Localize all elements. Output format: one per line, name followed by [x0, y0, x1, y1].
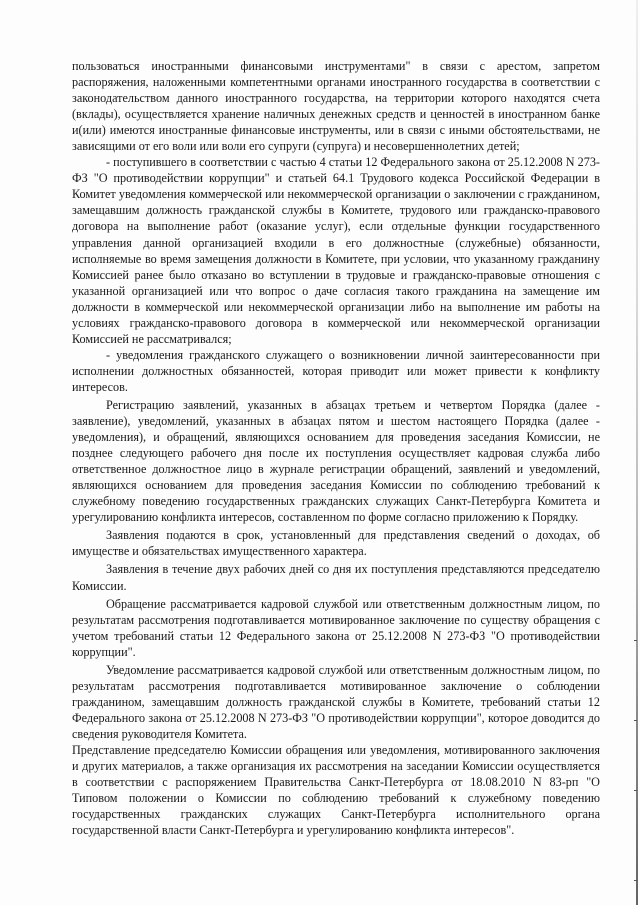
- scan-mark: [634, 640, 637, 641]
- scan-mark: [634, 720, 637, 721]
- paragraph-registration: Регистрацию заявлений, указанных в абзацах третьем и четвертом Порядка (далее - заявление), уведомлений, указанных в абзацах пятом и шестом настоящего Порядка (далее - уведомления), и обращений, являющихся основанием для проведения заседания Комиссии, не позднее следующего рабочего дня после их поступления осуществляет кадровая служба либо ответственное должностное лицо в журнале регистрации обращений, заявлений и уведомлений, являющихся основанием для проведения заседания Комиссии по соблюдению требований к служебному поведению государственных гражданских служащих Санкт-Петербурга Комитета и урегулированию конфликта интересов, составленном по форме согласно приложению к Порядку.: [72, 397, 600, 525]
- scan-mark: [634, 790, 637, 791]
- paragraph-continuation: пользоваться иностранными финансовыми инструментами" в связи с арестом, запретом распоряжения, наложенными компетентными органами иностранного государства в соответствии с законодательством данного иностранного государства, на территории которого находятся счета (вклады), осуществляется хранение наличных денежных средств и ценностей в иностранном банке и(или) имеются иностранные финансовые инструменты, или в связи с иными обстоятельствами, не зависящими от его воли или воли его супруги (супруга) и несовершеннолетних детей;: [72, 59, 600, 154]
- scan-edge-shadow: [636, 0, 638, 905]
- document-body: [72, 58, 600, 838]
- paragraph-conflict-notice: - уведомления гражданского служащего о возникновении личной заинтересованности при исполнении должностных обязанностей, которая приводит или может привести к конфликту интересов.: [72, 347, 600, 394]
- paragraph-commercial-org-notice: - поступившего в соответствии с частью 4 статьи 12 Федерального закона от 25.12.2008 N 273-ФЗ "О противодействии коррупции" и статьей 64.1 Трудового кодекса Российской Федерации в Комитет уведомления коммерческой или некоммерческой организации о заключении с гражданином, замещавшим должность гражданской службы в Комитете, трудового или гражданско-правового договора на выполнение работ (оказание услуг), если отдельные функции государственного управления данной организацией входили в его должностные (служебные) обязанности, исполняемые во время замещения должности в Комитете, при условии, что указанному гражданину Комиссией ранее было отказано во вступлении в трудовые и гражданско-правовые отношения с указанной организацией или что вопрос о даче согласия такого гражданина на замещение им должности в коммерческой или некоммерческой организации либо на выполнение им работы на условиях гражданско-правового договора в коммерческой или некоммерческой организации Комиссией не рассматривался;: [72, 155, 600, 346]
- paragraph-deadline: Заявления подаются в срок, установленный для представления сведений о доходах, об имуществе и обязательствах имущественного характера.: [72, 528, 600, 559]
- paragraph-appeal-review: Обращение рассматривается кадровой службой или ответственным должностным лицом, по результатам рассмотрения подготавливается мотивированное заключение по существу обращения с учетом требований статьи 12 Федерального закона от 25.12.2008 N 273-ФЗ "О противодействии коррупции".: [72, 596, 600, 659]
- paragraph-chairman: Заявления в течение двух рабочих дней со дня их поступления представляются председателю Комиссии.: [72, 562, 600, 593]
- paragraph-notice-review: Уведомление рассматривается кадровой службой или ответственным должностным лицом, по результатам рассмотрения подготавливается мотивированное заключение о соблюдении гражданином, замещавшим должность гражданской службы в Комитете, требований статьи 12 Федерального закона от 25.12.2008 N 273-ФЗ "О противодействии коррупции", которое доводится до сведения руководителя Комитета.: [72, 662, 600, 741]
- paragraph-submission: Представление председателю Комиссии обращения или уведомления, мотивированного заключения и других материалов, а также организация их рассмотрения на заседании Комиссии осуществляется в соответствии с распоряжением Правительства Санкт-Петербурга от 18.08.2010 N 83-рп "О Типовом положении о Комиссии по соблюдению требований к служебному поведению государственных гражданских служащих Санкт-Петербурга исполнительного органа государственной власти Санкт-Петербурга и урегулированию конфликта интересов".: [72, 742, 600, 838]
- scan-mark: [634, 880, 637, 881]
